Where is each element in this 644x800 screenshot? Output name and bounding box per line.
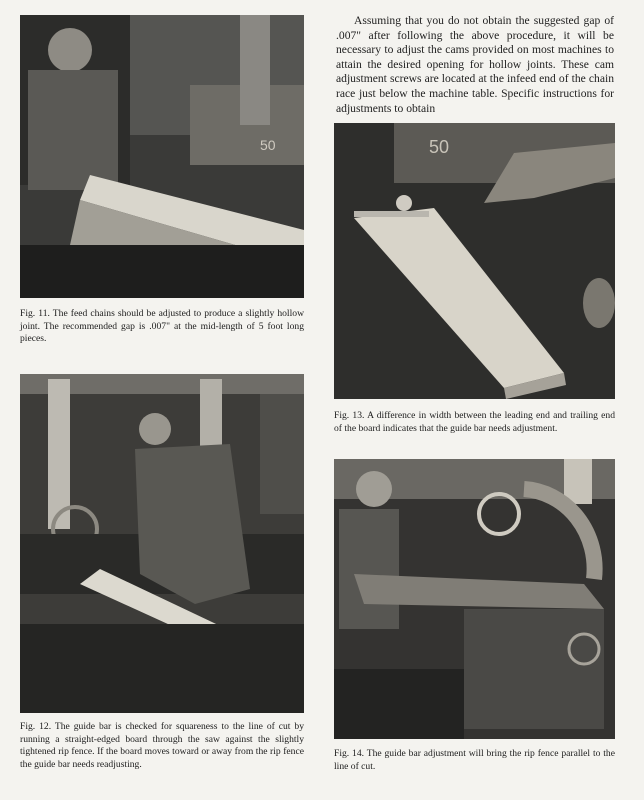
fig14-photo [334, 459, 615, 739]
intro-paragraph: Assuming that you do not obtain the suggested gap of .007" after following the above procedure, it will be necessary to adjust the cams provided on most machines to attain the desired opening for hollow joints. These cam adjustment screws are located at the infeed end of the chain race just below the machine table. Specific instructions for adjustments to obtain [336, 14, 614, 115]
fig13-caption: Fig. 13. A difference in width between the leading end and trailing end of the board indicates that the guide bar needs adjustment. [334, 410, 615, 434]
svg-text:50: 50 [260, 137, 276, 153]
fig13-photo-illustration [334, 123, 615, 399]
svg-text:50: 50 [429, 137, 450, 157]
fig12-caption: Fig. 12. The guide bar is checked for squareness to the line of cut by running a straight-edged board through the saw against the slightly tightened rip fence. If the board moves toward or away from the rip fence the guide bar needs readjusting. [20, 721, 304, 770]
fig13-photo [334, 123, 615, 399]
fig14-caption: Fig. 14. The guide bar adjustment will bring the rip fence parallel to the line of cut. [334, 748, 615, 772]
fig14-photo-illustration [334, 459, 615, 739]
fig11-photo-illustration [20, 15, 304, 298]
fig11-caption: Fig. 11. The feed chains should be adjusted to produce a slightly hollow joint. The recommended gap is .007" at the mid-length of 5 foot long pieces. [20, 308, 304, 345]
fig12-photo [20, 374, 304, 713]
fig12-photo-illustration [20, 374, 304, 713]
fig11-photo [20, 15, 304, 298]
